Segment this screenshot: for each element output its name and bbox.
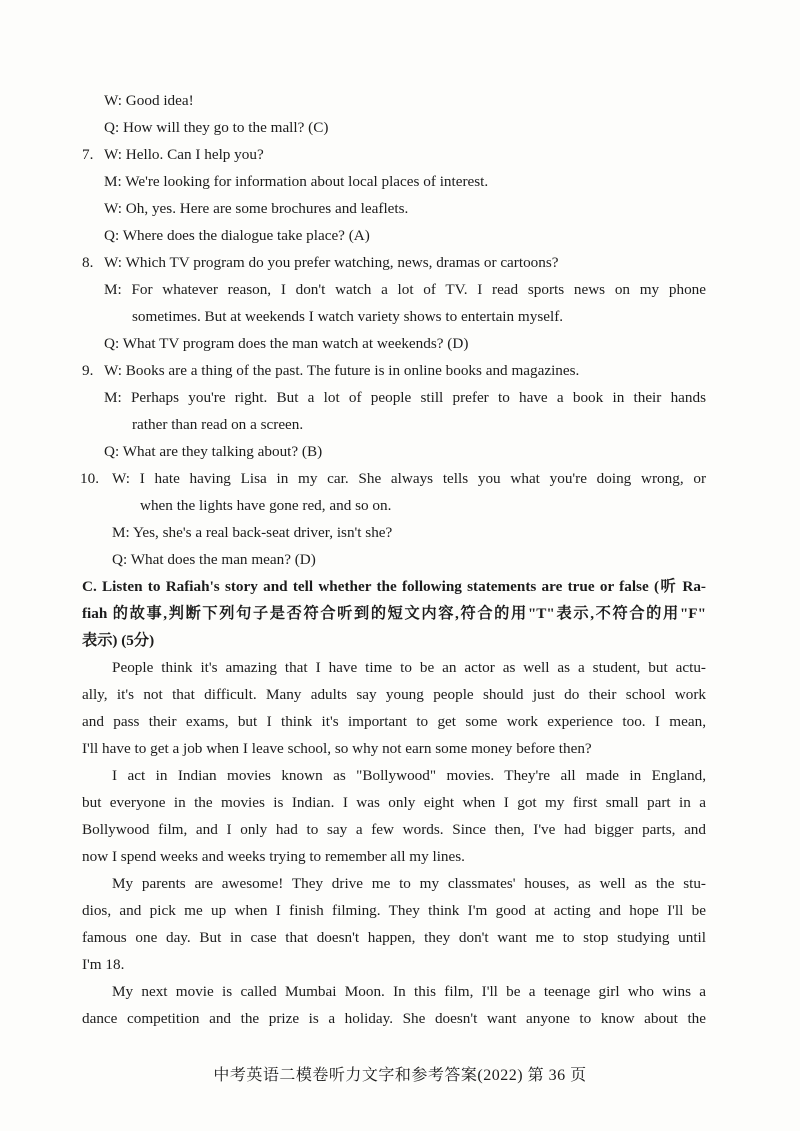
- page-footer: 中考英语二模卷听力文字和参考答案(2022) 第 36 页: [213, 1067, 587, 1084]
- dialogue-line: W: Hello. Can I help you?: [104, 146, 264, 163]
- dialogue-line: W: Which TV program do you prefer watching, news, dramas or cartoons?: [104, 254, 559, 271]
- dialogue-line-continued: rather than read on a screen.: [132, 416, 304, 433]
- passage-line: I'm 18.: [82, 956, 125, 973]
- dialogue-line: W: Books are a thing of the past. The future is in online books and magazines.: [104, 362, 580, 379]
- dialogue-line: W: Oh, yes. Here are some brochures and leaflets.: [104, 200, 409, 217]
- passage-line: Bollywood film, and I only had to say a few words. Since then, I've had bigger parts, and: [82, 821, 706, 838]
- dialogue-number: 8.: [82, 254, 94, 271]
- dialogue-question: Q: Where does the dialogue take place? (A): [104, 227, 370, 244]
- passage-line: I act in Indian movies known as "Bollywood" movies. They're all made in England,: [112, 767, 706, 784]
- section-heading-cont: fiah 的故事,判断下列句子是否符合听到的短文内容,符合的用"T"表示,不符合的用"F": [82, 605, 706, 622]
- dialogue-line: W: I hate having Lisa in my car. She always tells you what you're doing wrong, or: [112, 470, 706, 487]
- dialogue-line: W: Good idea!: [104, 92, 194, 109]
- dialogue-line: M: For whatever reason, I don't watch a lot of TV. I read sports news on my phone: [104, 281, 706, 298]
- passage-line: and pass their exams, but I think it's important to get some work experience too. I mean,: [82, 713, 706, 730]
- dialogue-question: Q: What does the man mean? (D): [112, 551, 316, 568]
- dialogue-line-continued: sometimes. But at weekends I watch variety shows to entertain myself.: [132, 308, 564, 325]
- passage-line: People think it's amazing that I have time to be an actor as well as a student, but actu-: [112, 659, 706, 676]
- passage-line: I'll have to get a job when I leave school, so why not earn some money before then?: [82, 740, 592, 757]
- dialogue-line: M: Yes, she's a real back-seat driver, isn't she?: [112, 524, 393, 541]
- section-heading: C. Listen to Rafiah's story and tell whether the following statements are true or false (听 Ra-: [82, 578, 706, 595]
- passage-line: My next movie is called Mumbai Moon. In this film, I'll be a teenage girl who wins a: [112, 983, 706, 1000]
- section-heading-cont: 表示) (5分): [82, 632, 155, 649]
- dialogue-question: Q: How will they go to the mall? (C): [104, 119, 329, 136]
- passage-line: ally, it's not that difficult. Many adults say young people should just do their school work: [82, 686, 706, 703]
- passage-line: My parents are awesome! They drive me to my classmates' houses, as well as the stu-: [112, 875, 706, 892]
- passage-line: dance competition and the prize is a holiday. She doesn't want anyone to know about the: [82, 1010, 706, 1027]
- dialogue-line-continued: when the lights have gone red, and so on.: [140, 497, 392, 514]
- dialogue-number: 7.: [82, 146, 94, 163]
- passage-line: but everyone in the movies is Indian. I was only eight when I got my first small part in a: [82, 794, 706, 811]
- dialogue-question: Q: What are they talking about? (B): [104, 443, 323, 460]
- dialogue-line: M: Perhaps you're right. But a lot of people still prefer to have a book in their hands: [104, 389, 706, 406]
- passage-line: famous one day. But in case that doesn't happen, they don't want me to stop studying until: [82, 929, 706, 946]
- dialogue-number: 10.: [80, 470, 99, 487]
- dialogue-number: 9.: [82, 362, 94, 379]
- dialogue-line: M: We're looking for information about local places of interest.: [104, 173, 489, 190]
- passage-line: now I spend weeks and weeks trying to remember all my lines.: [82, 848, 465, 865]
- passage-line: dios, and pick me up when I finish filming. They think I'm good at acting and hope I'll be: [82, 902, 706, 919]
- dialogue-question: Q: What TV program does the man watch at weekends? (D): [104, 335, 469, 352]
